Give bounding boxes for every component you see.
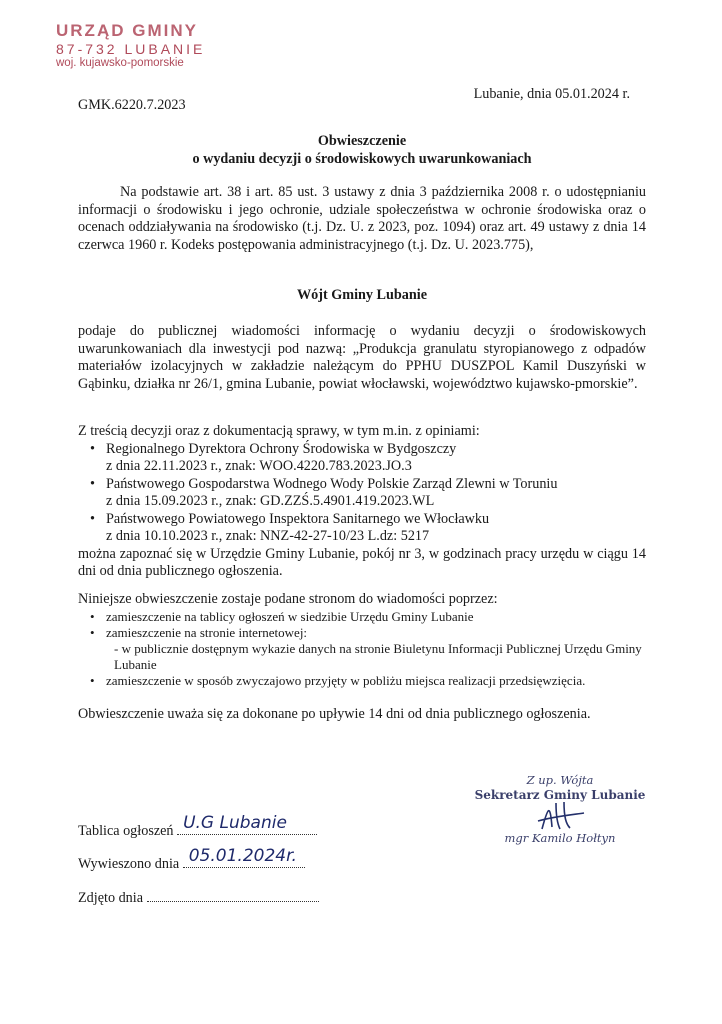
signature-scribble-icon: [530, 799, 590, 833]
posted-value: 05.01.2024r.: [188, 845, 297, 866]
closing-paragraph: Obwieszczenie uważa się za dokonane po upływie 14 dni od dnia publicznego ogłoszenia.: [78, 706, 591, 722]
removed-label: Zdjęto dnia: [78, 890, 144, 906]
board-value: U.G Lubanie: [183, 812, 287, 833]
document-title: [78, 133, 646, 168]
list-item: • Państwowego Powiatowego Inspektora Sanitarnego we Włocławku z dnia 10.10.2023 r., znak: NNZ-42-27-10/23 L.dz: 5217: [78, 511, 646, 546]
stamp-line-1: URZĄD GMINY: [56, 21, 198, 40]
signature-line-3: mgr Kamilo Hołtyn: [504, 831, 616, 845]
signature-line-1: Z up. Wójta: [526, 773, 594, 787]
place-date: Lubanie, dnia 05.01.2024 r.: [473, 86, 630, 102]
announcement-paragraph: podaje do publicznej wiadomości informację o wydaniu decyzji o środowiskowych uwarunkowaniach dla inwestycji pod nazwą: „Produkcja granulatu styropianowego z odpadów materiałów izolacyjnych w zakładzie należącym do PPHU DUSZPOL Kamil Duszyński w Gąbinku, działka nr 26/1, gmina Lubanie, powiat włocławski, województwo kujawsko-pmorskie”.: [78, 323, 646, 392]
list-item: • zamieszczenie w sposób zwyczajowo przyjęty w pobliżu miejsca realizacji przedsięwzięcia.: [78, 673, 646, 689]
signature-line-2: Sekretarz Gminy Lubanie: [474, 788, 646, 802]
posting-posted: [78, 845, 305, 874]
title-line-2: o wydaniu decyzji o środowiskowych uwarunkowaniach: [192, 150, 532, 167]
signature-block: [460, 773, 660, 846]
stamp-line-3: woj. kujawsko-pomorskie: [56, 57, 184, 69]
opinions-list: [78, 441, 646, 546]
legal-basis-paragraph: Na podstawie art. 38 i art. 85 ust. 3 ustawy z dnia 3 października 2008 r. o udostępnianiu informacji o środowisku i jego ochronie, udziale społeczeństwa w ochronie środowiska oraz o ocenach oddziaływania na środowisko (t.j. Dz. U. z 2023, poz. 1094) oraz art. 49 ustawy z dnia 14 czerwca 1960 r. Kodeks postępowania administracyjnego (t.j. Dz. U. 2023.775),: [78, 184, 646, 253]
removed-dotted-line: [147, 887, 319, 902]
posting-removed: [78, 887, 319, 908]
board-label: Tablica ogłoszeń: [78, 823, 174, 839]
office-stamp: [56, 22, 205, 70]
title-line-1: Obwieszczenie: [317, 133, 407, 149]
opinions-section: [78, 423, 646, 581]
stamp-line-2: 87-732 LUBANIE: [56, 41, 206, 57]
access-info: można zapoznać się w Urzędzie Gminy Lubanie, pokój nr 3, w godzinach pracy urzędu w ciągu 14 dni od dnia publicznego ogłoszenia.: [78, 545, 646, 579]
posting-board: [78, 812, 317, 841]
authority-heading: Wójt Gminy Lubanie: [296, 287, 428, 303]
list-item: • Państwowego Gospodarstwa Wodnego Wody Polskie Zarząd Zlewni w Toruniu z dnia 15.09.2023 r., znak: GD.ZZŚ.5.4901.419.2023.WL: [78, 476, 646, 511]
publication-list: [78, 609, 646, 689]
list-item: • Regionalnego Dyrektora Ochrony Środowiska w Bydgoszczy z dnia 22.11.2023 r., znak: WOO.4220.783.2023.JO.3: [78, 441, 646, 476]
publication-intro: Niniejsze obwieszczenie zostaje podane stronom do wiadomości poprzez:: [78, 591, 498, 607]
posted-label: Wywieszono dnia: [78, 856, 180, 872]
list-item: • zamieszczenie na tablicy ogłoszeń w siedzibie Urzędu Gminy Lubanie: [78, 609, 646, 625]
publication-section: [78, 591, 646, 689]
list-item: • zamieszczenie na stronie internetowej: - w publicznie dostępnym wykazie danych na stronie Biuletynu Informacji Publicznej Urzędu Gminy Lubanie: [78, 625, 646, 673]
reference-number: GMK.6220.7.2023: [78, 97, 186, 113]
opinions-intro: Z treścią decyzji oraz z dokumentacją sprawy, w tym m.in. z opiniami:: [78, 423, 480, 439]
